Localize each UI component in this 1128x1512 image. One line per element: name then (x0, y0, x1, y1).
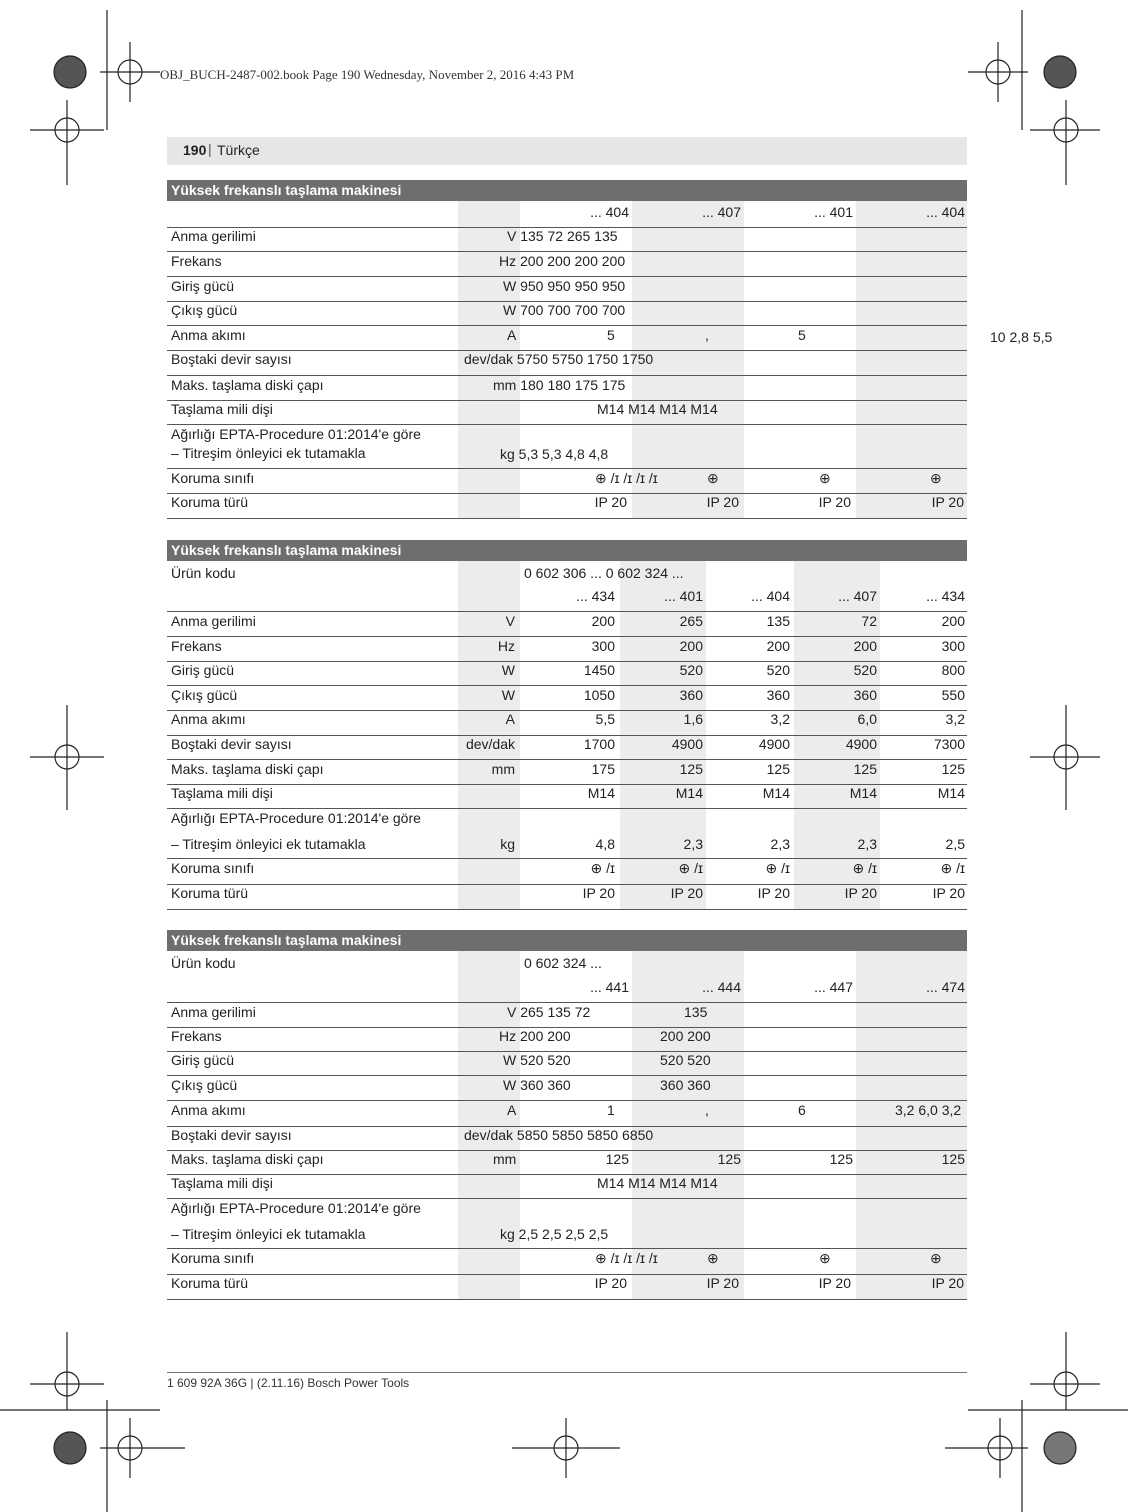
footer-rule (167, 1372, 967, 1373)
spec-table-1 (167, 180, 967, 520)
table-row: Taşlama mili dişi M14 M14 M14 M14 M14 (167, 785, 967, 809)
table-row: Koruma sınıfı ⊕ /ɪ ⊕ /ɪ ⊕ /ɪ ⊕ /ɪ ⊕ /ɪ (167, 860, 967, 885)
table-row: Taşlama mili dişi M14 M14 M14 M14 (167, 1175, 967, 1199)
table-row: ... 441 ... 444 ... 447 ... 474 (167, 979, 967, 1003)
table-row: Anma akımı A 1 , 6 3,2 6,0 3,2 (167, 1102, 967, 1127)
table-row: Ağırlığı EPTA-Procedure 01:2014'e göre – Titreşim önleyici ek tutamakla kg 4,8 2,3 2,3 2,3 2,5 (167, 810, 967, 859)
table-row: Koruma türü IP 20 IP 20 IP 20 IP 20 (167, 494, 967, 519)
table-row: Koruma sınıfı ⊕ /ɪ /ɪ /ɪ /ɪ ⊕ ⊕ ⊕ (167, 470, 967, 494)
page-number: 190 (183, 142, 207, 158)
page-header (167, 137, 967, 165)
table-row: Anma gerilimi V 200 265 135 72 200 (167, 613, 967, 637)
table-row: Ağırlığı EPTA-Procedure 01:2014'e göre – Titreşim önleyici ek tutamakla kg 2,5 2,5 2,5 2,5 (167, 1200, 967, 1249)
table-row: Frekans Hz 200 200 200 200 (167, 1028, 967, 1052)
table-row: Boştaki devir sayısı dev/dak 5850 5850 5850 6850 (167, 1127, 967, 1151)
spec-table-3 (167, 930, 967, 1300)
table-row: Frekans Hz 200 200 200 200 (167, 253, 967, 277)
table-title: Yüksek frekanslı taşlama makinesi (167, 930, 967, 951)
table-row: Maks. taşlama diski çapı mm 125 125 125 125 (167, 1151, 967, 1175)
table-row: Frekans Hz 300 200 200 200 300 (167, 638, 967, 662)
table-row: Koruma türü IP 20 IP 20 IP 20 IP 20 IP 20 (167, 885, 967, 910)
header-language: Türkçe (217, 142, 260, 158)
table-row: Anma gerilimi V 265 135 72 135 (167, 1004, 967, 1028)
book-slug-line: OBJ_BUCH-2487-002.book Page 190 Wednesday, November 2, 2016 4:43 PM (160, 67, 575, 82)
table-row: Anma akımı A 5 , 5 (167, 327, 967, 351)
table-row: Ürün kodu 0 602 306 ... 0 602 324 ... (171, 565, 684, 581)
table-title: Yüksek frekanslı taşlama makinesi (167, 540, 967, 561)
table-row: Çıkış gücü W 360 360 360 360 (167, 1077, 967, 1101)
table-row: Anma gerilimi V 135 72 265 135 (167, 228, 967, 252)
table-row: ... 434 ... 401 ... 404 ... 407 ... 434 (167, 588, 967, 612)
table-row: Anma akımı A 5,5 1,6 3,2 6,0 3,2 (167, 711, 967, 736)
table-row: Koruma sınıfı ⊕ /ɪ /ɪ /ɪ /ɪ ⊕ ⊕ ⊕ (167, 1250, 967, 1275)
table-row: Çıkış gücü W 700 700 700 700 (167, 302, 967, 326)
table-row: Koruma türü IP 20 IP 20 IP 20 IP 20 (167, 1275, 967, 1300)
table-row: Giriş gücü W 520 520 520 520 (167, 1052, 967, 1076)
table-row: Ürün kodu 0 602 324 ... (171, 955, 602, 971)
table-row: Giriş gücü W 950 950 950 950 (167, 278, 967, 302)
table-row: ... 404 ... 407 ... 401 ... 404 (167, 204, 967, 228)
header-separator: | (208, 141, 212, 157)
table-row: Giriş gücü W 1450 520 520 520 800 (167, 662, 967, 686)
stray-current-values: 10 2,8 5,5 (990, 329, 1053, 345)
table-title: Yüksek frekanslı taşlama makinesi (167, 180, 967, 201)
table-row: Boştaki devir sayısı dev/dak 5750 5750 1750 1750 (167, 351, 967, 376)
table-row: Ağırlığı EPTA-Procedure 01:2014'e göre – Titreşim önleyici ek tutamakla kg 5,3 5,3 4,8 4,8 (167, 426, 967, 469)
table-row: Taşlama mili dişi M14 M14 M14 M14 (167, 401, 967, 425)
table-row: Maks. taşlama diski çapı mm 180 180 175 175 (167, 377, 967, 401)
table-row: Boştaki devir sayısı dev/dak 1700 4900 4900 4900 7300 (167, 736, 967, 760)
table-row: Çıkış gücü W 1050 360 360 360 550 (167, 687, 967, 711)
page-footer: 1 609 92A 36G | (2.11.16) Bosch Power Tools (167, 1376, 410, 1390)
spec-table-2 (167, 540, 967, 910)
table-row: Maks. taşlama diski çapı mm 175 125 125 125 125 (167, 761, 967, 785)
